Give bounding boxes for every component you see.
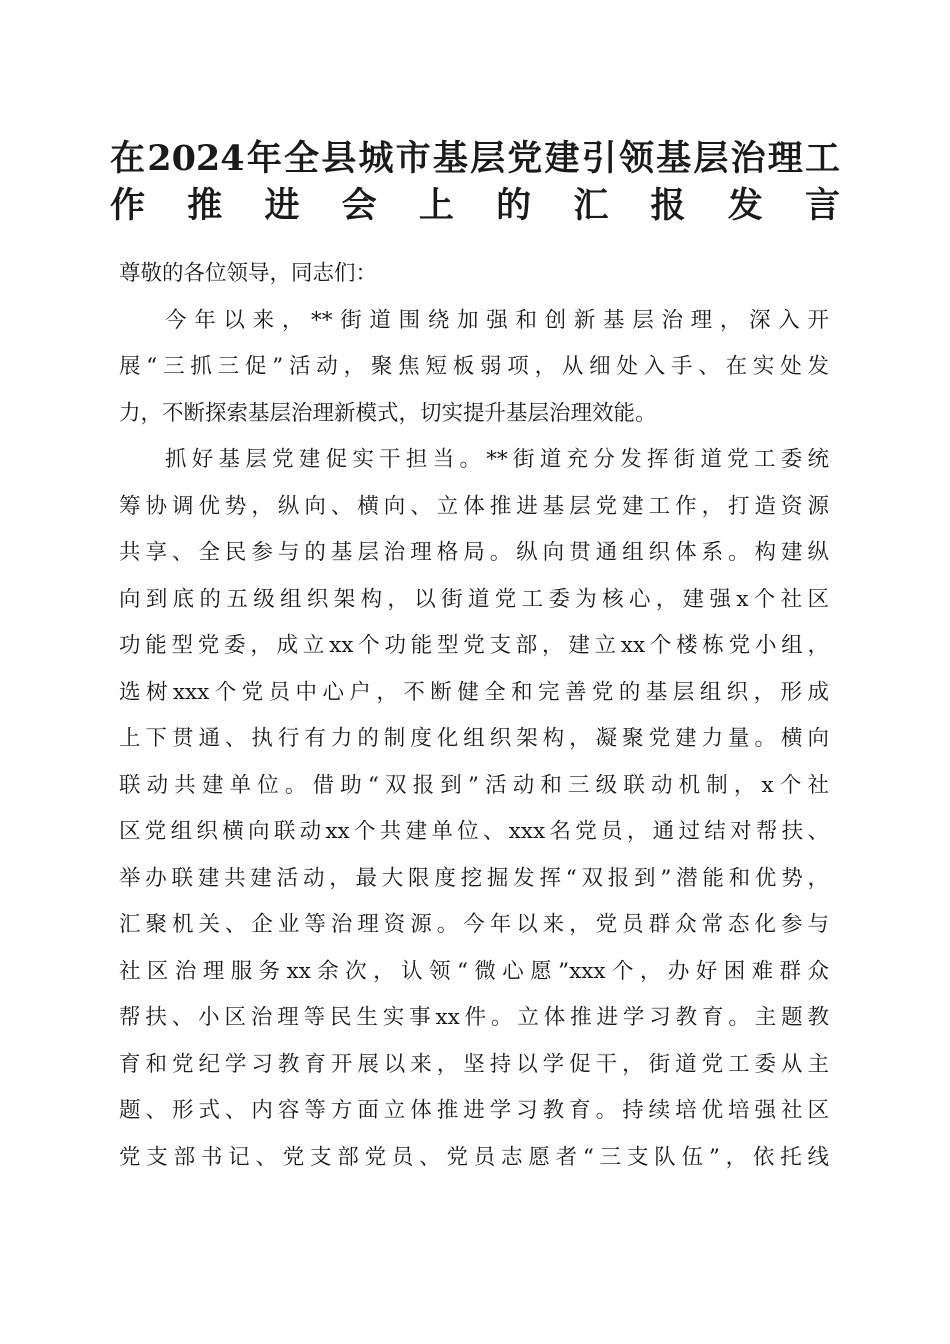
paragraph-line: 选树xxx个党员中心户，不断健全和完善党的基层组织，形成	[119, 679, 829, 705]
paragraph-line: 帮扶、小区治理等民生实事xx件。立体推进学习教育。主题教	[119, 1005, 829, 1030]
paragraph-line: 题、形式、内容等方面立体推进学习教育。持续培优培强社区	[119, 1098, 829, 1123]
title-line-1: 在2024年全县城市基层党建引领基层治理工	[110, 138, 840, 179]
paragraph-line: 力，不断探索基层治理新模式，切实提升基层治理效能。	[119, 400, 657, 426]
paragraph-line: 汇聚机关、企业等治理资源。今年以来，党员群众常态化参与	[119, 912, 829, 937]
paragraph-2	[119, 437, 829, 1181]
title-line-2: 作推进会上的汇报发言	[110, 184, 840, 226]
salutation: 尊敬的各位领导，同志们：	[119, 261, 378, 286]
paragraph-line: 社区治理服务xx余次，认领“微心愿”xxx个，办好困难群众	[119, 958, 829, 984]
paragraph-line: 区党组织横向联动xx个共建单位、xxx名党员，通过结对帮扶、	[119, 819, 829, 844]
paragraph-line: 抓好基层党建促实干担当。**街道充分发挥街道党工委统	[165, 447, 829, 472]
paragraph-line: 举办联建共建活动，最大限度挖掘发挥“双报到”潜能和优势，	[119, 865, 829, 891]
paragraph-line: 上下贯通、执行有力的制度化组织架构，凝聚党建力量。横向	[119, 726, 829, 751]
paragraph-line: 筹协调优势，纵向、横向、立体推进基层党建工作，打造资源	[119, 493, 829, 519]
paragraph-line: 展“三抓三促”活动，聚焦短板弱项，从细处入手、在实处发	[119, 354, 829, 379]
document-title	[110, 136, 840, 229]
paragraph-line: 党支部书记、党支部党员、党员志愿者“三支队伍”，依托线	[119, 1144, 829, 1170]
paragraph-line: 联动共建单位。借助“双报到”活动和三级联动机制，x个社	[119, 772, 829, 798]
document-body	[119, 251, 829, 1181]
paragraph-line: 育和党纪学习教育开展以来，坚持以学促干，街道党工委从主	[119, 1051, 829, 1077]
paragraph-1	[119, 298, 829, 438]
paragraph-line: 共享、全民参与的基层治理格局。纵向贯通组织体系。构建纵	[119, 540, 829, 565]
paragraph-line: 向到底的五级组织架构，以街道党工委为核心，建强x个社区	[119, 586, 829, 612]
paragraph-line: 功能型党委，成立xx个功能型党支部，建立xx个楼栋党小组，	[119, 633, 829, 658]
paragraph-line: 今年以来，**街道围绕加强和创新基层治理，深入开	[165, 307, 829, 333]
